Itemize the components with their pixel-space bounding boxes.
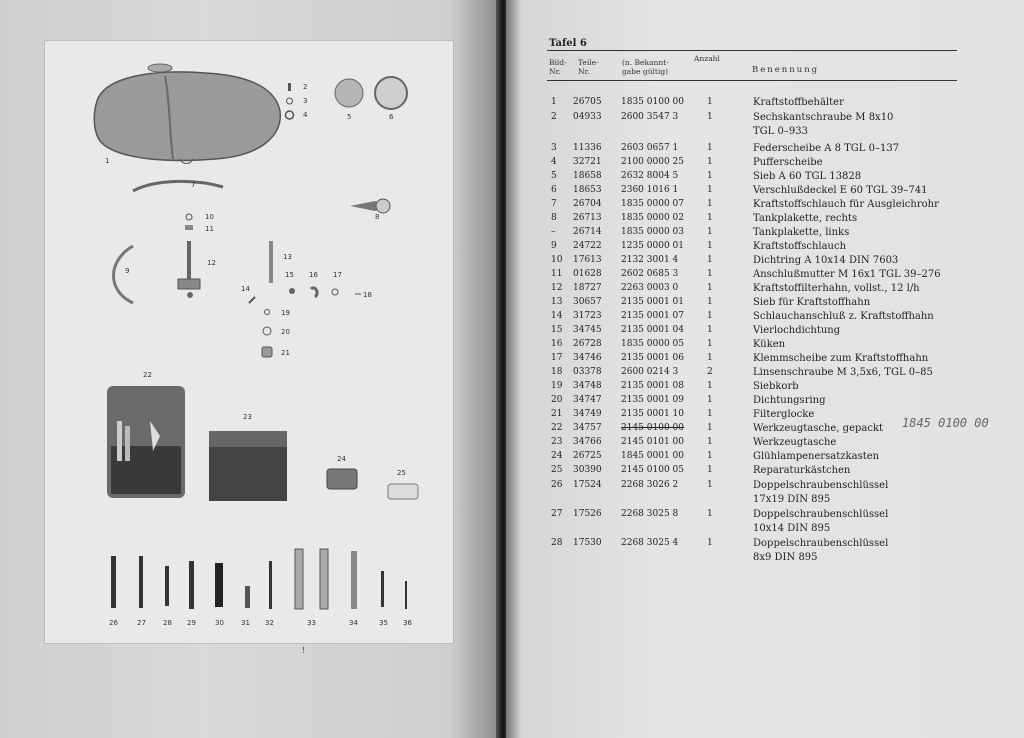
part-label: 35 — [379, 619, 388, 627]
table-cell-ben: 17x19 DIN 895 — [753, 494, 831, 505]
table-cell-teil: 34748 — [573, 381, 602, 391]
header-anzahl: Anzahl — [694, 54, 720, 63]
table-cell-ben: Sechskantschraube M 8x10 — [753, 112, 894, 123]
table-cell-bek: 2268 3025 8 — [621, 509, 679, 519]
table-cell-bek: 2268 3026 2 — [621, 480, 679, 490]
table-cell-teil: 34766 — [573, 437, 602, 447]
table-cell-bild: 27 — [551, 509, 563, 519]
table-cell-ben: Tankplakette, rechts — [753, 213, 858, 224]
table-cell-bild: 13 — [551, 297, 563, 307]
table-cell-bek: 2268 3025 4 — [621, 538, 679, 548]
table-cell-bek: 2135 0001 06 — [621, 353, 684, 363]
table-cell-anz: 1 — [707, 311, 713, 321]
bulb-box-illustration — [327, 469, 357, 489]
table-cell-ben: Verschlußdeckel E 60 TGL 39–741 — [753, 185, 928, 196]
table-cell-ben: Doppelschraubenschlüssel — [753, 538, 889, 549]
table-cell-teil: 24722 — [573, 241, 602, 251]
plug-illustration — [311, 288, 317, 297]
table-cell-bild: 20 — [551, 395, 563, 405]
table-cell-bek: 1835 0000 05 — [621, 339, 684, 349]
table-cell-ben: Tankplakette, links — [753, 227, 850, 238]
table-cell-bild: 15 — [551, 325, 563, 335]
table-cell-anz: 1 — [707, 227, 713, 237]
table-cell-bek: 2145 0100 05 — [621, 465, 684, 475]
table-cell-ben: Anschlußmutter M 16x1 TGL 39–276 — [753, 269, 941, 280]
table-cell-anz: 1 — [707, 395, 713, 405]
left-page — [0, 0, 500, 738]
table-cell-bild: 19 — [551, 381, 563, 391]
table-cell-ben: Kraftstoffbehälter — [753, 97, 844, 108]
table-cell-bild: 7 — [551, 199, 557, 209]
table-cell-bild: 1 — [551, 97, 557, 107]
part-label: 25 — [397, 469, 406, 477]
table-cell-teil: 17524 — [573, 480, 602, 490]
part-label: 30 — [215, 619, 224, 627]
union-nut-illustration — [185, 225, 193, 230]
fuel-tap-illustration — [178, 241, 200, 298]
table-cell-teil: 17613 — [573, 255, 602, 265]
table-cell-teil: 31723 — [573, 311, 602, 321]
part-label: 17 — [333, 271, 342, 279]
part-label: 13 — [283, 253, 292, 261]
table-cell-bild: 5 — [551, 171, 557, 181]
strainer-illustration — [335, 79, 363, 107]
table-cell-bek: 2135 0001 01 — [621, 297, 684, 307]
table-cell-bek: 2263 0003 0 — [621, 283, 679, 293]
table-cell-bek: 2360 1016 1 — [621, 185, 679, 195]
table-cell-bek: 2100 0000 25 — [621, 157, 684, 167]
table-cell-bild: 9 — [551, 241, 557, 251]
seal-ring-illustration — [186, 214, 192, 220]
table-cell-anz: 1 — [707, 199, 713, 209]
part-label: 29 — [187, 619, 196, 627]
tool-bag-illustration — [209, 431, 287, 501]
header-bekanntgabe: (n. Bekannt- gabe gültig) — [622, 58, 669, 76]
table-cell-teil: 26714 — [573, 227, 602, 237]
table-cell-anz: 1 — [707, 423, 713, 433]
table-cell-bek: 1835 0000 03 — [621, 227, 684, 237]
table-cell-teil: 34757 — [573, 423, 602, 433]
table-cell-bild: 14 — [551, 311, 563, 321]
part-label: 11 — [205, 225, 214, 233]
table-cell-anz: 1 — [707, 353, 713, 363]
table-cell-ben: Dichtungsring — [753, 395, 826, 406]
part-label: 23 — [243, 413, 252, 421]
table-cell-anz: 1 — [707, 97, 713, 107]
table-cell-bild: 28 — [551, 538, 563, 548]
table-cell-ben: Filterglocke — [753, 409, 815, 420]
table-cell-teil: 30657 — [573, 297, 602, 307]
part-label: 6 — [389, 113, 394, 121]
table-cell-anz: 1 — [707, 112, 713, 122]
table-cell-bild: 22 — [551, 423, 563, 433]
table-cell-anz: 1 — [707, 480, 713, 490]
tool-bag-packed-illustration — [107, 386, 185, 498]
tank-badge-illustration — [350, 199, 390, 213]
table-cell-teil: 34747 — [573, 395, 602, 405]
filter-bowl-illustration — [262, 347, 272, 357]
table-cell-bild: 12 — [551, 283, 563, 293]
table-cell-bek: 1235 0000 01 — [621, 241, 684, 251]
part-label: 4 — [303, 111, 308, 119]
table-cell-teil: 26728 — [573, 339, 602, 349]
table-cell-bek: 1835 0000 07 — [621, 199, 684, 209]
gasket-illustration — [289, 288, 295, 294]
table-cell-bild: – — [551, 227, 556, 237]
table-cell-ben: Sieb A 60 TGL 13828 — [753, 171, 862, 182]
table-cell-bild: 4 — [551, 157, 557, 167]
part-label: 32 — [265, 619, 274, 627]
table-cell-ben: Klemmscheibe zum Kraftstoffhahn — [753, 353, 929, 364]
table-cell-ben: TGL 0–933 — [753, 126, 808, 137]
table-title: Tafel 6 — [549, 38, 587, 49]
table-cell-teil: 18653 — [573, 185, 602, 195]
table-cell-anz: 1 — [707, 241, 713, 251]
table-cell-anz: 1 — [707, 409, 713, 419]
table-cell-bek: 2135 0001 04 — [621, 325, 684, 335]
table-cell-anz: 1 — [707, 451, 713, 461]
table-cell-ben: Werkzeugtasche — [753, 437, 837, 448]
table-cell-bek: 2600 0214 3 — [621, 367, 679, 377]
part-label: 19 — [281, 309, 290, 317]
table-cell-teil: 34745 — [573, 325, 602, 335]
table-cell-ben: Schlauchanschluß z. Kraftstoffhahn — [753, 311, 934, 322]
table-cell-bek: 2135 0001 10 — [621, 409, 684, 419]
part-label: 18 — [363, 291, 372, 299]
header-bottom-rule — [547, 80, 957, 81]
repair-box-illustration — [388, 484, 418, 499]
table-cell-ben: Siebkorb — [753, 381, 799, 392]
part-label: 28 — [163, 619, 172, 627]
header-top-rule — [547, 50, 957, 51]
equalizer-hose-illustration — [133, 181, 223, 191]
table-cell-teil: 34746 — [573, 353, 602, 363]
table-cell-teil: 17526 — [573, 509, 602, 519]
table-cell-anz: 1 — [707, 325, 713, 335]
part-label: 26 — [109, 619, 118, 627]
table-cell-anz: 1 — [707, 381, 713, 391]
strainer-basket-illustration — [265, 310, 270, 315]
table-cell-anz: 1 — [707, 143, 713, 153]
table-cell-bild: 11 — [551, 269, 563, 279]
table-cell-bild: 10 — [551, 255, 563, 265]
part-label: 31 — [241, 619, 250, 627]
table-cell-teil: 01628 — [573, 269, 602, 279]
table-cell-ben: Glühlampenersatzkasten — [753, 451, 880, 462]
header-teile-nr: Teile- Nr. — [578, 58, 599, 76]
table-cell-anz: 1 — [707, 509, 713, 519]
table-cell-ben: Kraftstoffschlauch — [753, 241, 847, 252]
table-cell-ben: Dichtring A 10x14 DIN 7603 — [753, 255, 899, 266]
table-cell-teil: 26704 — [573, 199, 602, 209]
part-label: 15 — [285, 271, 294, 279]
table-cell-ben: Pufferscheibe — [753, 157, 823, 168]
table-cell-bild: 6 — [551, 185, 557, 195]
part-label: 34 — [349, 619, 358, 627]
handwritten-correction: 1845 0100 00 — [902, 416, 989, 430]
table-cell-anz: 1 — [707, 339, 713, 349]
part-label: 8 — [375, 213, 380, 221]
table-cell-ben: Vierlochdichtung — [753, 325, 841, 336]
table-cell-teil: 18727 — [573, 283, 602, 293]
table-cell-teil: 34749 — [573, 409, 602, 419]
table-cell-bild: 24 — [551, 451, 563, 461]
table-cell-bek: 2135 0001 09 — [621, 395, 684, 405]
table-cell-bild: 25 — [551, 465, 563, 475]
table-cell-bek: 2135 0001 08 — [621, 381, 684, 391]
sealing-ring-illustration — [263, 327, 271, 335]
table-cell-bek: 1835 0000 02 — [621, 213, 684, 223]
part-label: 27 — [137, 619, 146, 627]
part-label: 20 — [281, 328, 290, 336]
part-label: 21 — [281, 349, 290, 357]
table-cell-anz: 1 — [707, 283, 713, 293]
header-benennung: Benennung — [752, 65, 820, 75]
part-label: 5 — [347, 113, 352, 121]
table-cell-ben: Federscheibe A 8 TGL 0–137 — [753, 143, 900, 154]
table-cell-ben: Kraftstoffilterhahn, vollst., 12 l/h — [753, 283, 920, 294]
table-cell-teil: 26705 — [573, 97, 602, 107]
table-cell-bild: 26 — [551, 480, 563, 490]
table-cell-teil: 30390 — [573, 465, 602, 475]
table-cell-bild: 3 — [551, 143, 557, 153]
table-cell-bek: 1835 0100 00 — [621, 97, 684, 107]
part-label: 10 — [205, 213, 214, 221]
table-cell-anz: 1 — [707, 185, 713, 195]
table-cell-bek: 2603 0657 1 — [621, 143, 679, 153]
part-label: 16 — [309, 271, 318, 279]
table-cell-bild: 8 — [551, 213, 557, 223]
table-cell-teil: 26713 — [573, 213, 602, 223]
table-cell-teil: 18658 — [573, 171, 602, 181]
table-cell-bek: 2145 0100 00 — [621, 423, 684, 433]
table-cell-ben: 8x9 DIN 895 — [753, 552, 818, 563]
table-cell-anz: 1 — [707, 171, 713, 181]
table-cell-bild: 2 — [551, 112, 557, 122]
table-cell-bild: 21 — [551, 409, 563, 419]
table-cell-bek: 2602 0685 3 — [621, 269, 679, 279]
table-cell-bek: 2632 8004 5 — [621, 171, 679, 181]
table-cell-anz: 1 — [707, 255, 713, 265]
parts-illustration-plate — [44, 40, 454, 644]
table-cell-bek: 2132 3001 4 — [621, 255, 679, 265]
table-cell-teil: 03378 — [573, 367, 602, 377]
table-cell-ben: Werkzeugtasche, gepackt — [753, 423, 884, 434]
hose-connector-illustration — [249, 297, 255, 303]
fuel-tank-illustration — [94, 64, 280, 164]
table-cell-anz: 1 — [707, 538, 713, 548]
table-cell-anz: 1 — [707, 437, 713, 447]
header-bild-nr: Bild- Nr. — [549, 58, 567, 76]
table-cell-ben: Sieb für Kraftstoffhahn — [753, 297, 871, 308]
screw-washer-group — [286, 83, 294, 119]
table-cell-bild: 16 — [551, 339, 563, 349]
part-label: 14 — [241, 285, 250, 293]
table-cell-teil: 04933 — [573, 112, 602, 122]
table-cell-anz: 1 — [707, 157, 713, 167]
part-label: 22 — [143, 371, 152, 379]
table-cell-bild: 17 — [551, 353, 563, 363]
table-cell-teil: 32721 — [573, 157, 602, 167]
part-label: 12 — [207, 259, 216, 267]
parts-drawing — [45, 41, 453, 643]
table-cell-bek: 2600 3547 3 — [621, 112, 679, 122]
table-cell-bek: 1845 0001 00 — [621, 451, 684, 461]
part-label: 33 — [307, 619, 316, 627]
part-label: 1 — [105, 157, 110, 165]
fuel-hose-illustration — [114, 246, 134, 303]
table-cell-ben: Linsenschraube M 3,5x6, TGL 0–85 — [753, 367, 933, 378]
part-label: 2 — [303, 83, 308, 91]
table-cell-ben: Kraftstoffschlauch für Ausgleichrohr — [753, 199, 939, 210]
part-label: 36 — [403, 619, 412, 627]
table-cell-bild: 23 — [551, 437, 563, 447]
table-cell-teil: 26725 — [573, 451, 602, 461]
table-cell-anz: 1 — [707, 213, 713, 223]
table-cell-bek: 2135 0001 07 — [621, 311, 684, 321]
table-cell-bild: 18 — [551, 367, 563, 377]
clamp-washer-illustration — [332, 289, 338, 295]
part-label: 7 — [191, 181, 196, 189]
wrench-set-illustration — [111, 549, 407, 609]
table-cell-anz: 2 — [707, 367, 713, 377]
part-label: 24 — [337, 455, 346, 463]
page-mark: ! — [302, 646, 306, 655]
table-cell-bek: 2145 0101 00 — [621, 437, 684, 447]
table-cell-ben: 10x14 DIN 895 — [753, 523, 831, 534]
table-cell-teil: 17530 — [573, 538, 602, 548]
table-cell-anz: 1 — [707, 297, 713, 307]
table-cell-anz: 1 — [707, 269, 713, 279]
table-cell-anz: 1 — [707, 465, 713, 475]
part-label: 9 — [125, 267, 130, 275]
table-cell-teil: 11336 — [573, 143, 602, 153]
table-cell-ben: Doppelschraubenschlüssel — [753, 480, 889, 491]
table-cell-ben: Reparaturkästchen — [753, 465, 851, 476]
strainer-tube-illustration — [269, 241, 273, 283]
table-cell-ben: Küken — [753, 339, 786, 350]
table-cell-ben: Doppelschraubenschlüssel — [753, 509, 889, 520]
filler-cap-illustration — [375, 77, 407, 109]
part-label: 3 — [303, 97, 308, 105]
